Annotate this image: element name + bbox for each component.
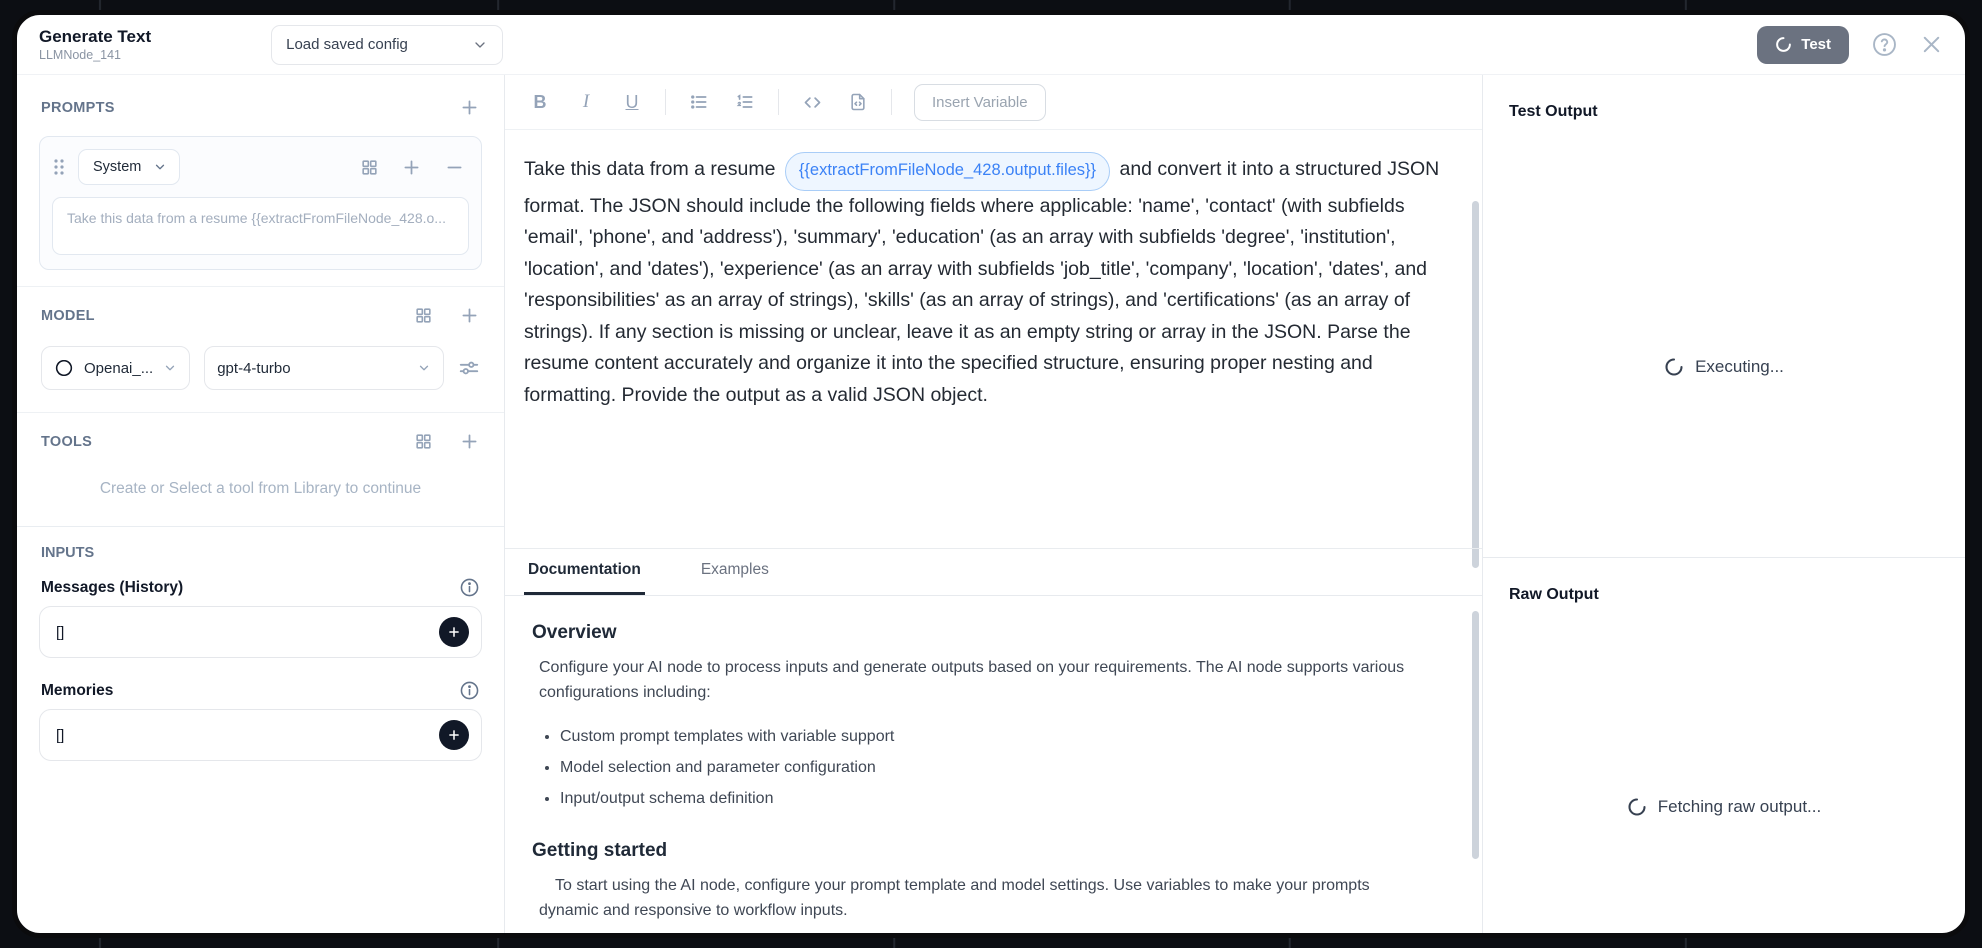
messages-history-field[interactable] — [39, 606, 482, 658]
overview-heading: Overview — [532, 622, 617, 643]
prompt-add-button[interactable] — [401, 157, 422, 178]
chevron-down-icon — [417, 361, 431, 375]
provider-value: Openai_... — [84, 359, 154, 377]
model-library-grid-button[interactable] — [414, 306, 433, 325]
node-id-subtitle: LLMNode_141 — [39, 47, 122, 62]
list-item: • Input/output schema definition — [560, 783, 1422, 814]
chevron-down-icon — [472, 37, 488, 53]
memories-label: Memories — [41, 681, 114, 699]
docs-scrollbar-thumb[interactable] — [1472, 611, 1479, 859]
chevron-down-icon — [163, 361, 177, 375]
llm-node-config-modal — [12, 10, 1970, 938]
spinner-icon — [1775, 36, 1792, 53]
tools-add-button[interactable] — [459, 431, 480, 452]
drag-handle-icon[interactable] — [52, 157, 66, 177]
raw-output-status — [1483, 642, 1965, 938]
test-button[interactable] — [1757, 26, 1849, 64]
test-output-status-text: Executing... — [1695, 357, 1784, 376]
test-output-section — [1483, 75, 1965, 558]
tab-examples[interactable]: Examples — [697, 561, 773, 595]
underline-button[interactable]: U — [613, 85, 651, 119]
docs-content — [505, 596, 1482, 933]
model-select[interactable] — [204, 346, 444, 390]
prompt-editor-content[interactable] — [505, 130, 1482, 548]
getting-started-text: To start using the AI node, configure your prompt template and model settings. Use variables to make your prompts dynamic and responsive to workflow inputs. — [539, 877, 1370, 919]
getting-started-heading: Getting started — [532, 840, 668, 861]
model-section-label: MODEL — [41, 307, 95, 324]
prompts-section-label: PROMPTS — [41, 99, 115, 116]
messages-history-value: [] — [56, 623, 65, 641]
tools-library-grid-button[interactable] — [414, 432, 433, 451]
messages-history-label: Messages (History) — [41, 578, 184, 596]
add-prompt-button[interactable] — [459, 97, 480, 118]
config-sidebar — [17, 75, 505, 933]
list-item: • Custom prompt templates with variable support — [560, 721, 1422, 752]
raw-output-section — [1483, 558, 1965, 933]
raw-output-title: Raw Output — [1509, 586, 1599, 603]
test-button-label: Test — [1801, 36, 1831, 53]
bold-button[interactable]: B — [521, 85, 559, 119]
info-icon[interactable] — [459, 577, 480, 598]
node-title-block — [39, 27, 151, 61]
docs-panel — [505, 548, 1482, 933]
prompt-text-before: Take this data from a resume — [524, 158, 776, 180]
editor-scrollbar-thumb[interactable] — [1472, 201, 1479, 568]
load-saved-config-label: Load saved config — [286, 36, 408, 53]
editor-toolbar — [505, 75, 1482, 130]
raw-output-status-text: Fetching raw output... — [1657, 796, 1822, 816]
spinner-icon — [1627, 797, 1647, 817]
memories-value: [] — [56, 726, 65, 744]
close-button[interactable] — [1920, 33, 1943, 56]
prompt-editor-panel — [505, 75, 1483, 933]
add-memory-button[interactable] — [439, 720, 469, 750]
prompt-text-after: and convert it into a structured JSON format. The JSON should include the following fields where applicable: 'name', 'contact' (with subfields 'email', 'phone', and 'address'), 'summary', 'education' (as an array with subfields 'degree', 'institution', 'location', and 'dates'), 'experience' (as an array with subfields 'job_title', 'company', 'location', 'dates', and 'responsibilities' as an array of strings), 'skills' (as an array of strings), and 'certifications' (as an array of strings). If any section is missing or unclear, leave it as an empty string or array in the JSON. Parse the resume content accurately and organize it into the specified structure, ensuring proper nesting and formatting. Provide the output as a valid JSON object. — [524, 158, 1440, 406]
prompt-card — [39, 136, 482, 270]
chevron-down-icon — [153, 160, 167, 174]
test-output-status — [1483, 149, 1965, 585]
overview-text: Configure your AI node to process inputs and generate outputs based on your requirements. The AI node supports various configurations including: — [539, 659, 1405, 701]
openai-logo-icon — [54, 358, 74, 378]
help-button[interactable] — [1871, 31, 1898, 58]
inputs-section-label: INPUTS — [41, 545, 95, 561]
code-file-button[interactable] — [839, 85, 877, 119]
tools-empty-placeholder: Create or Select a tool from Library to continue — [99, 480, 422, 497]
test-output-title: Test Output — [1509, 103, 1598, 120]
prompt-library-grid-button[interactable] — [360, 158, 379, 177]
code-button[interactable] — [793, 85, 831, 119]
numbered-list-button[interactable] — [726, 85, 764, 119]
add-message-button[interactable] — [439, 617, 469, 647]
docs-bullet-list — [560, 721, 1422, 814]
prompt-remove-button[interactable] — [444, 157, 465, 178]
info-icon[interactable] — [459, 680, 480, 701]
output-panel — [1483, 75, 1965, 933]
model-add-button[interactable] — [459, 305, 480, 326]
tools-section-label: TOOLS — [41, 433, 93, 450]
prompt-role-value: System — [93, 159, 142, 175]
bullet-list-button[interactable] — [680, 85, 718, 119]
prompt-text-input[interactable]: Take this data from a resume {{extractFromFileNode_428.o... — [52, 197, 469, 255]
insert-variable-button[interactable]: Insert Variable — [914, 84, 1046, 121]
prompt-role-select[interactable] — [78, 149, 180, 185]
tab-documentation[interactable]: Documentation — [524, 561, 645, 595]
model-settings-sliders-button[interactable] — [458, 357, 480, 379]
provider-select[interactable] — [41, 346, 190, 390]
variable-chip[interactable]: {{extractFromFileNode_428.output.files}} — [785, 152, 1110, 191]
load-saved-config-select[interactable] — [271, 25, 503, 65]
spinner-icon — [1664, 357, 1684, 377]
docs-tabbar — [505, 549, 1482, 596]
modal-header — [17, 15, 1965, 75]
memories-field[interactable] — [39, 709, 482, 761]
list-item: • Model selection and parameter configuration — [560, 752, 1422, 783]
page-title: Generate Text — [39, 27, 152, 47]
italic-button[interactable]: I — [567, 85, 605, 119]
model-value: gpt-4-turbo — [217, 359, 291, 377]
